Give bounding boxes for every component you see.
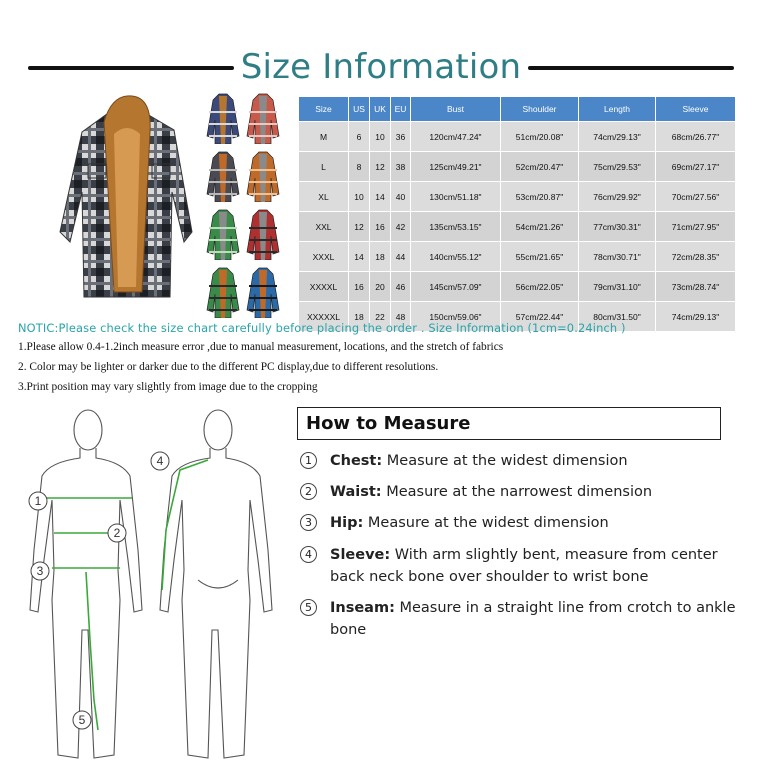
measure-item-waist — [300, 481, 740, 505]
jacket-variant-dark[interactable] — [205, 150, 241, 202]
page-title: Size Information — [240, 47, 522, 87]
note-print-position: 3.Print position may vary slightly from image due to the cropping — [18, 381, 318, 393]
how-to-measure-header — [297, 407, 721, 440]
marker-3: 3 — [36, 564, 44, 578]
cell-size: XXL — [299, 212, 349, 242]
cell-us: 16 — [349, 272, 370, 302]
header-size: Size — [299, 97, 349, 122]
cell-eu: 36 — [391, 122, 411, 152]
cell-eu: 44 — [391, 242, 411, 272]
cell-us: 6 — [349, 122, 370, 152]
cell-length: 75cm/29.53" — [579, 152, 656, 182]
measure-lines — [44, 460, 208, 730]
cell-length: 76cm/29.92" — [579, 182, 656, 212]
marker-5: 5 — [78, 713, 86, 727]
cell-size: XL — [299, 182, 349, 212]
how-to-measure-title: How to Measure — [306, 413, 471, 434]
cell-uk: 22 — [370, 302, 391, 332]
cell-uk: 12 — [370, 152, 391, 182]
cell-shoulder: 52cm/20.47" — [501, 152, 579, 182]
item-number-1: 1 — [300, 452, 317, 469]
item-text: With arm slightly bent, measure from center back neck bone over shoulder to wrist bone — [330, 547, 718, 585]
cell-size: XXXXL — [299, 272, 349, 302]
cell-us: 14 — [349, 242, 370, 272]
cell-bust: 150cm/59.06" — [411, 302, 501, 332]
header-length: Length — [579, 97, 656, 122]
size-table — [298, 96, 736, 332]
back-body-outline — [160, 410, 272, 758]
item-number-2: 2 — [300, 483, 317, 500]
item-text: Measure at the widest dimension — [382, 453, 628, 469]
cell-length: 80cm/31.50" — [579, 302, 656, 332]
header-sleeve: Sleeve — [656, 97, 736, 122]
cell-eu: 46 — [391, 272, 411, 302]
cell-sleeve: 72cm/28.35" — [656, 242, 736, 272]
jacket-variant-red[interactable] — [245, 92, 281, 144]
jacket-variant-green[interactable] — [205, 208, 241, 260]
header-shoulder: Shoulder — [501, 97, 579, 122]
title-divider-right — [528, 66, 734, 70]
cell-bust: 125cm/49.21" — [411, 152, 501, 182]
cell-size: XXXL — [299, 242, 349, 272]
cell-us: 18 — [349, 302, 370, 332]
jacket-variant-crimson[interactable] — [245, 208, 281, 260]
cell-bust: 135cm/53.15" — [411, 212, 501, 242]
body-measure-figures — [20, 400, 280, 762]
table-row — [299, 182, 736, 212]
cell-size: XXXXXL — [299, 302, 349, 332]
cell-shoulder: 53cm/20.87" — [501, 182, 579, 212]
cell-sleeve: 68cm/26.77" — [656, 122, 736, 152]
title-divider-left — [28, 66, 234, 70]
header-uk: UK — [370, 97, 391, 122]
color-variants — [203, 92, 287, 318]
cell-us: 8 — [349, 152, 370, 182]
cell-bust: 145cm/57.09" — [411, 272, 501, 302]
note-measure-error: 1.Please allow 0.4-1.2inch measure error ,due to manual measurement, locations, and the stretch of fabrics — [18, 341, 504, 353]
cell-uk: 16 — [370, 212, 391, 242]
table-row — [299, 152, 736, 182]
cell-shoulder: 55cm/21.65" — [501, 242, 579, 272]
cell-eu: 40 — [391, 182, 411, 212]
figure-markers — [29, 452, 169, 729]
measure-item-hip — [300, 512, 740, 536]
table-row — [299, 212, 736, 242]
marker-4: 4 — [156, 454, 164, 468]
cell-bust: 140cm/55.12" — [411, 242, 501, 272]
item-label: Waist: — [330, 484, 382, 500]
cell-uk: 14 — [370, 182, 391, 212]
item-label: Hip: — [330, 515, 364, 531]
cell-length: 74cm/29.13" — [579, 122, 656, 152]
cell-size: L — [299, 152, 349, 182]
item-number-3: 3 — [300, 514, 317, 531]
cell-length: 77cm/30.31" — [579, 212, 656, 242]
cell-sleeve: 71cm/27.95" — [656, 212, 736, 242]
cell-size: M — [299, 122, 349, 152]
table-row — [299, 272, 736, 302]
item-text: Measure at the widest dimension — [363, 515, 609, 531]
header-eu: EU — [391, 97, 411, 122]
item-number-5: 5 — [300, 599, 317, 616]
cell-shoulder: 56cm/22.05" — [501, 272, 579, 302]
sleeve-line — [162, 460, 208, 590]
cell-uk: 18 — [370, 242, 391, 272]
measure-item-chest — [300, 450, 740, 474]
item-label: Chest: — [330, 453, 383, 469]
table-header-row — [299, 97, 736, 122]
cell-shoulder: 51cm/20.08" — [501, 122, 579, 152]
cell-eu: 48 — [391, 302, 411, 332]
cell-shoulder: 54cm/21.26" — [501, 212, 579, 242]
cell-length: 78cm/30.71" — [579, 242, 656, 272]
measure-item-inseam — [300, 597, 740, 643]
cell-bust: 130cm/51.18" — [411, 182, 501, 212]
header-us: US — [349, 97, 370, 122]
title-row — [0, 42, 768, 94]
item-label: Inseam: — [330, 600, 395, 616]
cell-sleeve: 74cm/29.13" — [656, 302, 736, 332]
header-bust: Bust — [411, 97, 501, 122]
note-color: 2. Color may be lighter or darker due to the different PC display,due to different resolutions. — [18, 361, 439, 373]
cell-eu: 38 — [391, 152, 411, 182]
jacket-variant-navy[interactable] — [205, 92, 241, 144]
item-label: Sleeve: — [330, 547, 391, 563]
cell-us: 10 — [349, 182, 370, 212]
cell-sleeve: 70cm/27.56" — [656, 182, 736, 212]
cell-eu: 42 — [391, 212, 411, 242]
cell-shoulder: 57cm/22.44" — [501, 302, 579, 332]
cell-length: 79cm/31.10" — [579, 272, 656, 302]
jacket-variant-green-orange[interactable] — [205, 266, 241, 318]
cell-uk: 20 — [370, 272, 391, 302]
marker-1: 1 — [34, 494, 42, 508]
size-notice: NOTIC:Please check the size chart carefully before placing the order . Size Information (1cm=0.24inch ) — [18, 321, 626, 335]
jacket-variant-blue[interactable] — [245, 266, 281, 318]
jacket-variant-orange[interactable] — [245, 150, 281, 202]
cell-us: 12 — [349, 212, 370, 242]
measure-item-sleeve — [300, 544, 740, 590]
item-number-4: 4 — [300, 546, 317, 563]
cell-sleeve: 73cm/28.74" — [656, 272, 736, 302]
jacket-main-image — [52, 92, 202, 307]
cell-sleeve: 69cm/27.17" — [656, 152, 736, 182]
item-text: Measure at the narrowest dimension — [381, 484, 653, 500]
item-text: Measure in a straight line from crotch to ankle bone — [330, 600, 736, 638]
cell-uk: 10 — [370, 122, 391, 152]
marker-2: 2 — [113, 526, 121, 540]
table-row — [299, 242, 736, 272]
cell-bust: 120cm/47.24" — [411, 122, 501, 152]
table-row — [299, 122, 736, 152]
